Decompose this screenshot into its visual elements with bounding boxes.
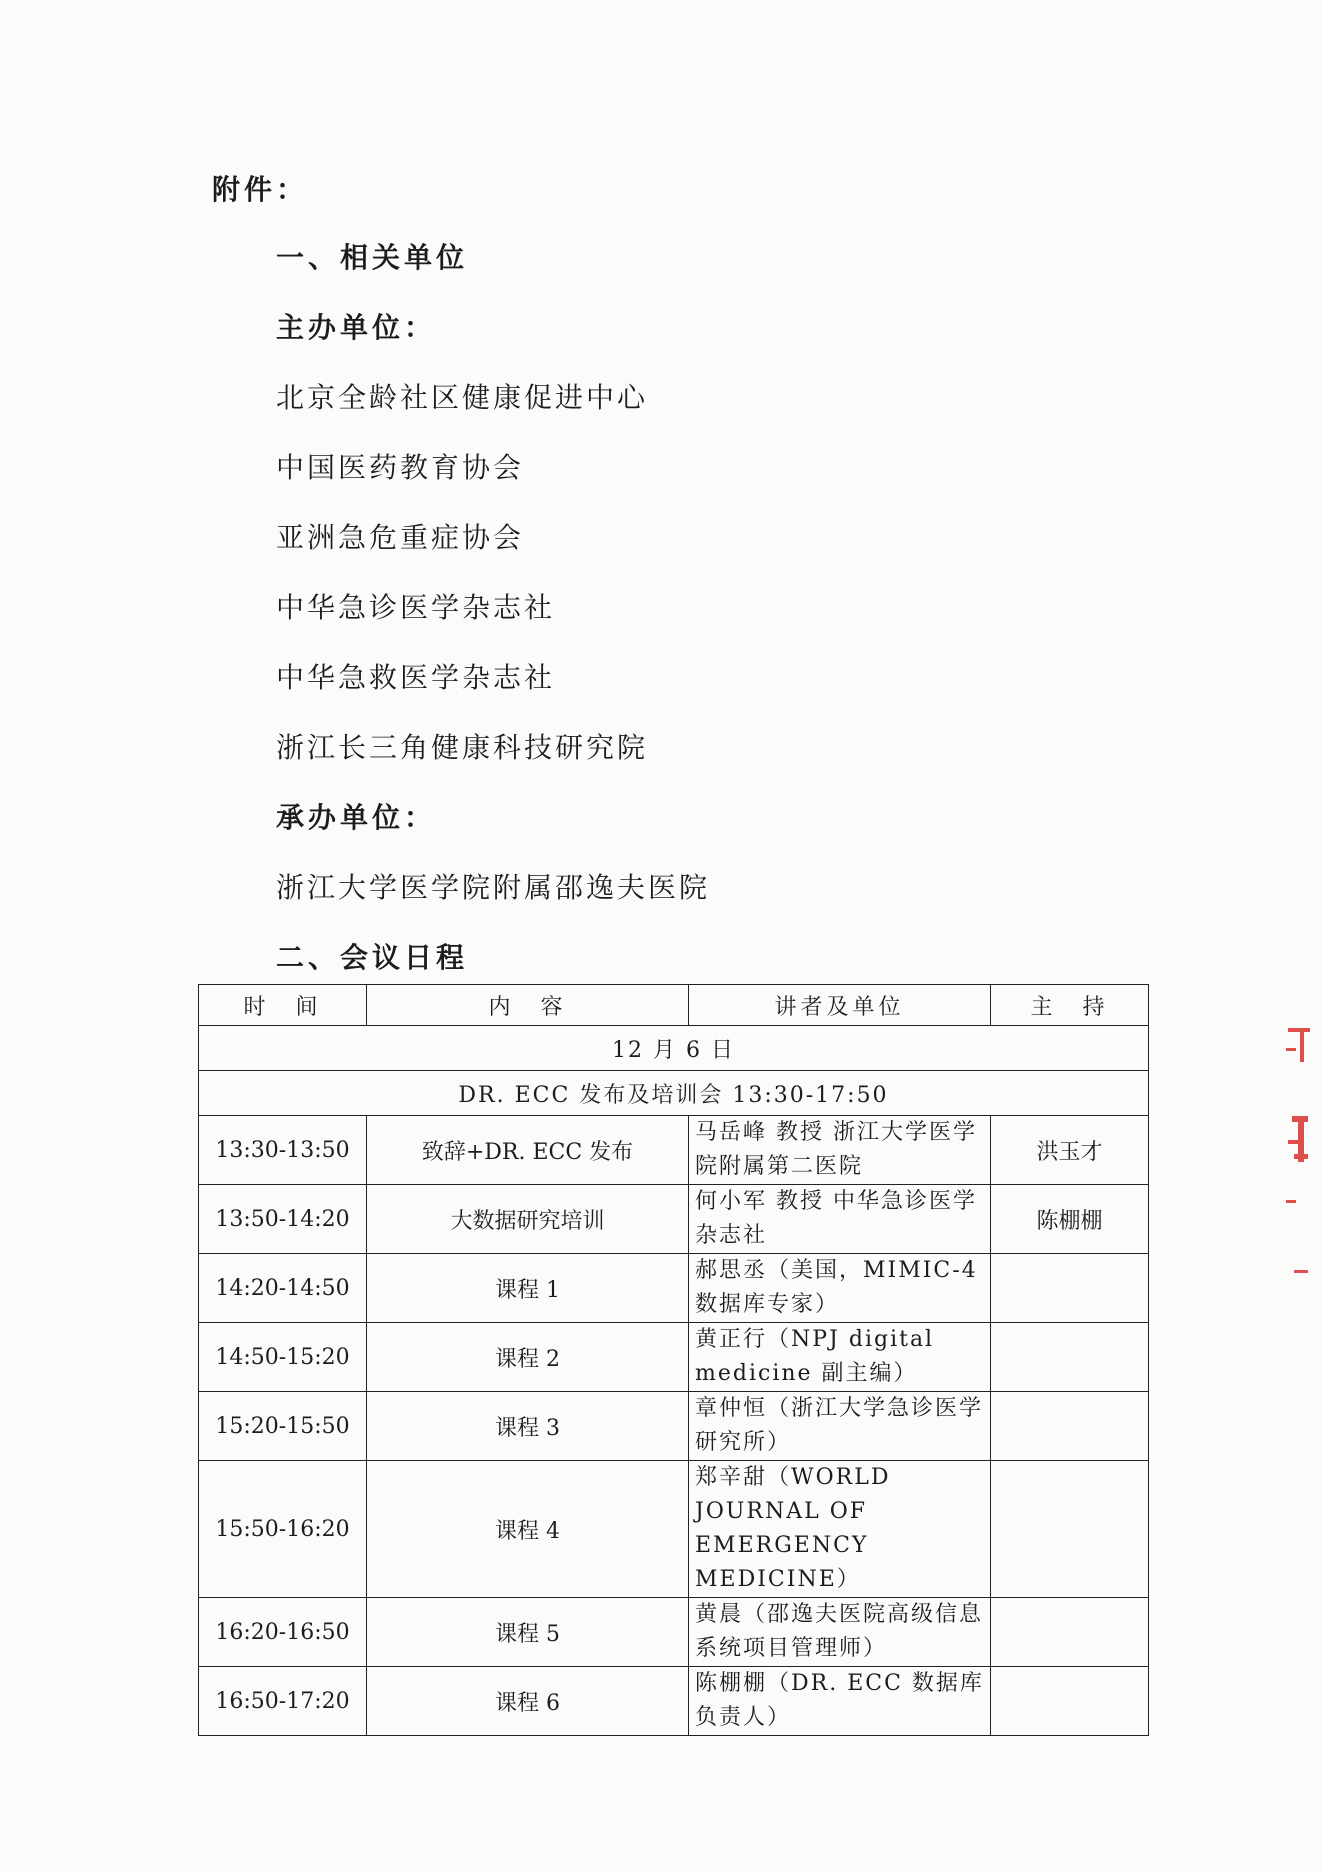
speaker-cell: 陈棚棚（DR. ECC 数据库负责人） [689, 1667, 991, 1736]
time-cell: 13:30-13:50 [199, 1116, 367, 1185]
table-header-row [199, 985, 1149, 1026]
host-cell [991, 1598, 1149, 1667]
organizer-item: 中华急救医学杂志社 [276, 661, 556, 694]
organizer-item: 中华急诊医学杂志社 [276, 591, 556, 624]
speaker-cell: 郑辛甜（WORLD JOURNAL OF EMERGENCY MEDICINE） [689, 1461, 991, 1598]
host-cell [991, 1461, 1149, 1598]
content-cell: 课程 6 [367, 1667, 689, 1736]
content-cell: 大数据研究培训 [367, 1185, 689, 1254]
time-cell: 13:50-14:20 [199, 1185, 367, 1254]
speaker-cell: 何小军 教授 中华急诊医学杂志社 [689, 1185, 991, 1254]
date-cell: 12 月 6 日 [199, 1026, 1149, 1071]
speaker-cell: 马岳峰 教授 浙江大学医学院附属第二医院 [689, 1116, 991, 1185]
table-row [199, 1392, 1149, 1461]
host-cell: 陈棚棚 [991, 1185, 1149, 1254]
time-cell: 15:50-16:20 [199, 1461, 367, 1598]
host-cell [991, 1323, 1149, 1392]
speaker-cell: 章仲恒（浙江大学急诊医学研究所） [689, 1392, 991, 1461]
organizer-item: 亚洲急危重症协会 [276, 521, 525, 554]
host-item: 浙江大学医学院附属邵逸夫医院 [276, 871, 711, 904]
table-row [199, 1667, 1149, 1736]
host-label: 承办单位： [276, 801, 437, 834]
table-row [199, 1116, 1149, 1185]
table-row [199, 1254, 1149, 1323]
speaker-cell: 郝思丞（美国，MIMIC-4 数据库专家） [689, 1254, 991, 1323]
attachment-label: 附件： [212, 173, 309, 206]
content-cell: 课程 4 [367, 1461, 689, 1598]
time-cell: 14:20-14:50 [199, 1254, 367, 1323]
content-cell: 课程 2 [367, 1323, 689, 1392]
organizer-label: 主办单位： [276, 311, 437, 344]
schedule-table [198, 984, 1149, 1736]
host-cell [991, 1667, 1149, 1736]
section1-heading: 一、相关单位 [276, 241, 469, 274]
content-cell: 课程 1 [367, 1254, 689, 1323]
organizer-item: 北京全龄社区健康促进中心 [276, 381, 649, 414]
session-row [199, 1071, 1149, 1116]
table-row [199, 1461, 1149, 1598]
content-cell: 课程 3 [367, 1392, 689, 1461]
host-cell [991, 1392, 1149, 1461]
speaker-cell: 黄正行（NPJ digital medicine 副主编） [689, 1323, 991, 1392]
header-host: 主 持 [991, 985, 1149, 1026]
header-content: 内 容 [367, 985, 689, 1026]
seal-stamp-fragment [1282, 1020, 1312, 1300]
session-cell: DR. ECC 发布及培训会 13:30-17:50 [199, 1071, 1149, 1116]
organizer-item: 中国医药教育协会 [276, 451, 525, 484]
time-cell: 16:50-17:20 [199, 1667, 367, 1736]
table-row [199, 1185, 1149, 1254]
organizer-item: 浙江长三角健康科技研究院 [276, 731, 649, 764]
content-cell: 课程 5 [367, 1598, 689, 1667]
time-cell: 16:20-16:50 [199, 1598, 367, 1667]
host-cell [991, 1254, 1149, 1323]
date-row [199, 1026, 1149, 1071]
host-cell: 洪玉才 [991, 1116, 1149, 1185]
table-row [199, 1323, 1149, 1392]
time-cell: 15:20-15:50 [199, 1392, 367, 1461]
speaker-cell: 黄晨（邵逸夫医院高级信息系统项目管理师） [689, 1598, 991, 1667]
content-cell: 致辞+DR. ECC 发布 [367, 1116, 689, 1185]
section2-heading: 二、会议日程 [276, 941, 469, 974]
table-row [199, 1598, 1149, 1667]
header-speaker: 讲者及单位 [689, 985, 991, 1026]
time-cell: 14:50-15:20 [199, 1323, 367, 1392]
header-time: 时 间 [199, 985, 367, 1026]
